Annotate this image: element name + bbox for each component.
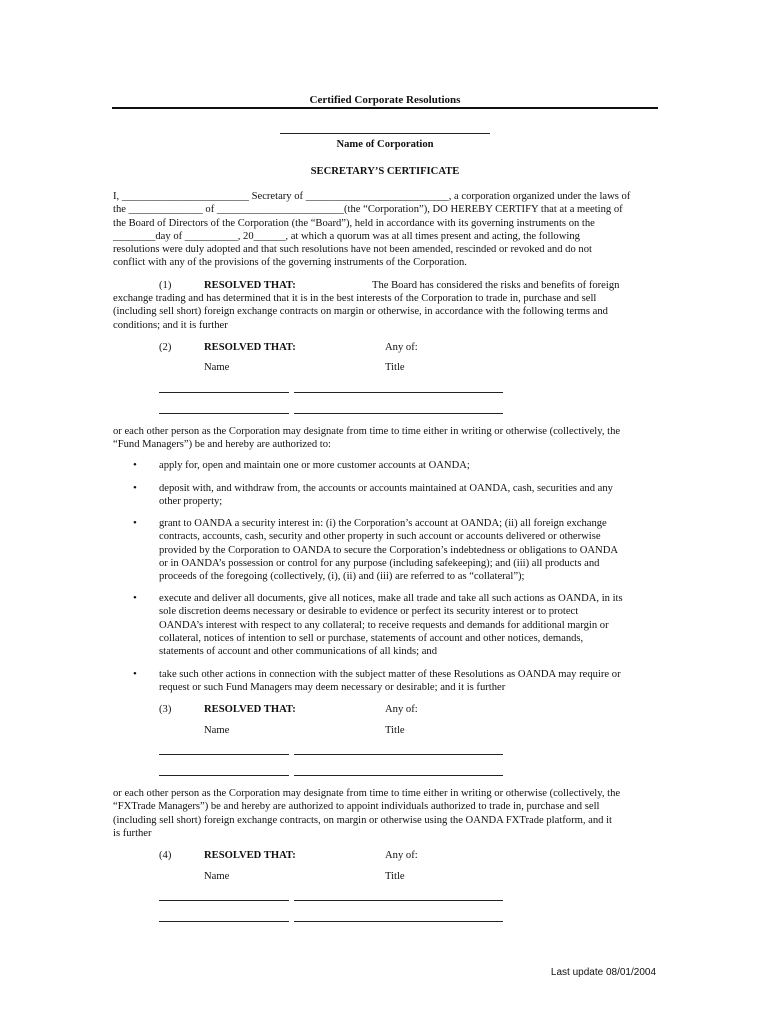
resolution-4-name-header: Name	[204, 871, 230, 882]
bullet-icon: •	[133, 482, 137, 494]
resolution-2-name-header: Name	[204, 362, 230, 373]
resolution-1-text-first: The Board has considered the risks and benefits of foreign	[372, 280, 620, 291]
bullet-line: or in OANDA’s possession or control for any purpose (including safekeeping); and (iii) all products and	[159, 557, 600, 569]
resolution-1-line: conditions; and it is further	[113, 319, 228, 331]
intro-line: resolutions were duly adopted and that such resolutions have not been amended, rescinded or revoked and do not	[113, 244, 592, 256]
bullet-line: grant to OANDA a security interest in: (i) the Corporation’s account at OANDA; (ii) all foreign exchange	[159, 518, 607, 529]
corporation-name-blank[interactable]	[280, 133, 490, 134]
bullet-icon: •	[133, 592, 137, 604]
resolution-1-line: (including sell short) foreign exchange contracts on margin or otherwise, in accordance with the following terms and	[113, 306, 608, 318]
resolution-3-name-blank[interactable]	[159, 754, 289, 755]
resolution-4-label: RESOLVED THAT:	[204, 850, 296, 861]
bullet-line: apply for, open and maintain one or more customer accounts at OANDA;	[159, 460, 470, 471]
fund-managers-paragraph	[113, 425, 658, 452]
corporation-name-label: Name of Corporation	[336, 139, 434, 150]
resolution-4-name-blank[interactable]	[159, 900, 289, 901]
resolution-1-paragraph	[113, 292, 658, 332]
bullet-line: request or such Fund Managers may deem necessary or desirable; and it is further	[159, 682, 506, 694]
intro-paragraph	[113, 190, 658, 270]
bullet-line: OANDA’s interest with respect to any collateral; to receive requests and demands for additional margin or	[159, 619, 609, 631]
intro-line: conflict with any of the provisions of the governing instruments of the Corporation.	[113, 257, 467, 269]
bullet-icon: •	[133, 459, 137, 471]
resolution-3-title-blank[interactable]	[294, 775, 503, 776]
resolution-2-number: (2)	[159, 342, 172, 353]
resolution-1-line: exchange trading and has determined that it is in the best interests of the Corporation to trade in, purchase and sell	[113, 293, 597, 304]
resolution-2-title-header: Title	[385, 362, 405, 373]
bullet-line: deposit with, and withdraw from, the accounts or accounts maintained at OANDA, cash, securities and any	[159, 483, 613, 494]
bullet-line: execute and deliver all documents, give all notices, make all trade and take all such actions as OANDA, in its	[159, 593, 623, 604]
resolution-3-title-header: Title	[385, 725, 405, 736]
resolution-4-number: (4)	[159, 850, 172, 861]
bullet-line: other property;	[159, 496, 223, 508]
resolution-2-title-blank[interactable]	[294, 392, 503, 393]
resolution-1-number: (1)	[159, 280, 172, 291]
resolution-3-label: RESOLVED THAT:	[204, 704, 296, 715]
header-rule	[112, 107, 658, 109]
resolution-4-any-of: Any of:	[385, 850, 418, 861]
bullet-line: proceeds of the foregoing (collectively, (i), (ii) and (iii) are referred to as “collateral”);	[159, 571, 525, 583]
intro-line: the Board of Directors of the Corporation (the “Board”), held in accordance with its governing instruments on the	[113, 217, 595, 229]
last-update-footer: Last update 08/01/2004	[550, 967, 656, 978]
bullet-line: take such other actions in connection with the subject matter of these Resolutions as OANDA may require or	[159, 669, 621, 680]
resolution-4-title-header: Title	[385, 871, 405, 882]
bullet-icon: •	[133, 517, 137, 529]
certificate-title: SECRETARY’S CERTIFICATE	[310, 166, 460, 177]
fund-managers-line: “Fund Managers”) be and hereby are authorized to:	[113, 439, 331, 451]
fxtrade-line: (including sell short) foreign exchange contracts, on margin or otherwise using the OANDA FXTrade platform, and it	[113, 814, 612, 826]
bullet-item	[159, 668, 655, 695]
resolution-2-label: RESOLVED THAT:	[204, 342, 296, 353]
resolution-3-number: (3)	[159, 704, 172, 715]
resolution-4-name-blank[interactable]	[159, 921, 289, 922]
resolution-1-label: RESOLVED THAT:	[204, 280, 296, 291]
fxtrade-line: or each other person as the Corporation may designate from time to time either in writing or otherwise (collectively, the	[113, 788, 621, 799]
intro-line: the ______________ of ________________________(the “Corporation”), DO HEREBY CERTIFY that at a meeting of	[113, 204, 623, 216]
resolution-4-title-blank[interactable]	[294, 921, 503, 922]
resolution-2-any-of: Any of:	[385, 342, 418, 353]
bullet-line: contracts, accounts, cash, security and other property in such account or accounts delivered or otherwise	[159, 531, 601, 543]
resolution-3-name-header: Name	[204, 725, 230, 736]
resolution-2-name-blank[interactable]	[159, 392, 289, 393]
bullet-line: provided by the Corporation to OANDA to secure the Corporation’s indebtedness or obligations to OANDA	[159, 544, 618, 556]
document-header-title: Certified Corporate Resolutions	[309, 94, 461, 106]
bullet-item	[159, 459, 655, 472]
fund-managers-line: or each other person as the Corporation may designate from time to time either in writing or otherwise (collectively, the	[113, 426, 621, 437]
resolution-3-name-blank[interactable]	[159, 775, 289, 776]
resolution-2-name-blank[interactable]	[159, 413, 289, 414]
bullet-line: sole discretion deems necessary or desirable to evidence or perfect its security interest or to protect	[159, 606, 579, 618]
resolution-3-any-of: Any of:	[385, 704, 418, 715]
fxtrade-line: is further	[113, 827, 152, 839]
fxtrade-line: “FXTrade Managers”) be and hereby are authorized to appoint individuals authorized to trade in, purchase and sell	[113, 801, 600, 813]
resolution-2-title-blank[interactable]	[294, 413, 503, 414]
intro-line: I, ________________________ Secretary of ___________________________, a corporation organized under the laws of	[113, 191, 631, 202]
bullet-line: collateral, notices of intention to sell or purchase, statements of account and other notices, demands,	[159, 632, 584, 644]
bullet-item	[159, 517, 655, 583]
intro-line: ________day of __________, 20______, at which a quorum was at all times present and acting, the following	[113, 230, 580, 242]
resolution-4-title-blank[interactable]	[294, 900, 503, 901]
bullet-item	[159, 592, 655, 658]
fxtrade-managers-paragraph	[113, 787, 658, 840]
bullet-item	[159, 482, 655, 509]
resolution-3-title-blank[interactable]	[294, 754, 503, 755]
bullet-icon: •	[133, 668, 137, 680]
bullet-line: statements of account and other communications of all kinds; and	[159, 646, 438, 658]
